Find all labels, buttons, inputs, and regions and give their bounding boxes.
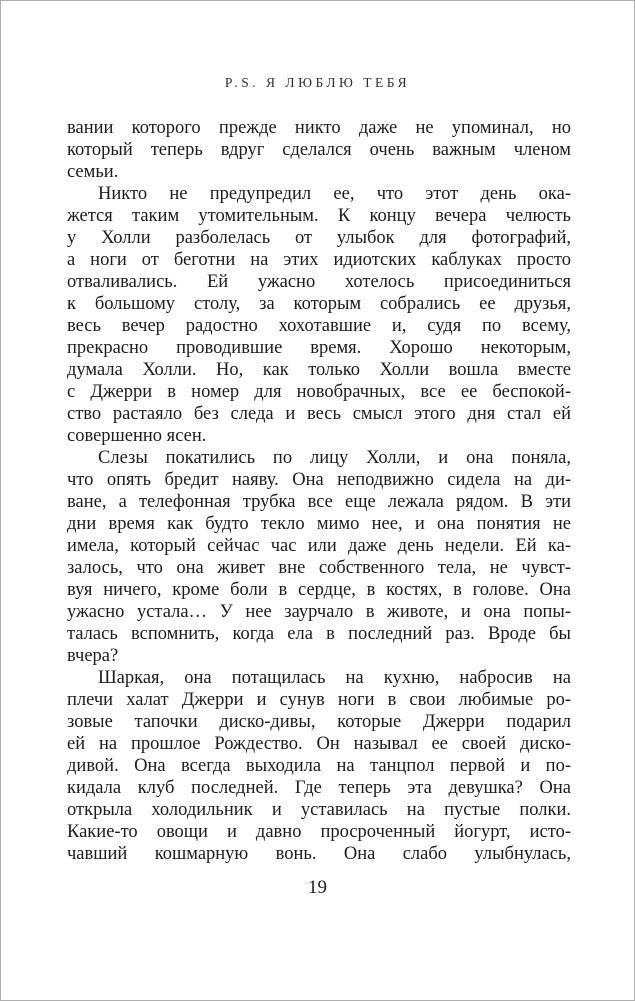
text-line: что опять бредит наяву. Она неподвижно сидела на ди-: [67, 470, 571, 490]
text-line: залось, что она живет вне собственного тела, не чувст-: [67, 558, 571, 578]
text-line: имела, который сейчас час или даже день недели. Ей ка-: [67, 536, 571, 556]
text-line: Какие-то овощи и давно просроченный йогурт, исто-: [67, 822, 571, 842]
text-line: ване, а телефонная трубка все еще лежала рядом. В эти: [67, 492, 571, 512]
text-line: вании которого прежде никто даже не упоминал, но: [67, 118, 571, 138]
text-line: ей на прошлое Рождество. Он называл ее своей диско-: [67, 734, 571, 754]
paragraph: [67, 183, 571, 447]
text-line: прекрасно проводившие время. Хорошо некоторым,: [67, 338, 571, 358]
text-line: плечи халат Джерри и сунув ноги в свои любимые ро-: [67, 690, 571, 710]
text-line: совершенно ясен.: [67, 426, 207, 446]
running-head: P.S. Я ЛЮБЛЮ ТЕБЯ: [224, 75, 411, 90]
paragraph: [67, 117, 571, 183]
text-line: отваливались. Ей ужасно хотелось присоединиться: [67, 272, 571, 292]
text-line: открыла холодильник и уставилась на пустые полки.: [67, 800, 571, 820]
text-line: думала Холли. Но, как только Холли вошла вместе: [67, 360, 571, 380]
text-line: дни время как будто текло мимо нее, и она понятия не: [67, 514, 571, 534]
text-line: который теперь вдруг сделался очень важным членом: [67, 140, 571, 160]
text-line: к большому столу, за которым собрались ее друзья,: [67, 294, 571, 314]
text-line: зовые тапочки диско-дивы, которые Джерри подарил: [67, 712, 571, 732]
page-body: [67, 117, 571, 865]
text-line: вуя ничего, кроме боли в сердце, в костях, в голове. Она: [67, 580, 571, 600]
text-line: ство растаяло без следа и весь смысл этого дня стал ей: [67, 404, 571, 424]
text-line: жется таким утомительным. К концу вечера челюсть: [67, 206, 571, 226]
text-line: весь вечер радостно хохотавшие и, судя по всему,: [67, 316, 571, 336]
text-line: вчера?: [67, 646, 119, 666]
page-number: 19: [308, 877, 327, 898]
text-line: а ноги от беготни на этих идиотских каблуках просто: [67, 250, 571, 270]
text-line: чавший кошмарную вонь. Она слабо улыбнулась,: [67, 844, 571, 864]
text-line: у Холли разболелась от улыбок для фотографий,: [67, 228, 571, 248]
text-line: ужасно устала… У нее заурчало в животе, и она попы-: [67, 602, 571, 622]
text-line: дивой. Она всегда выходила на танцпол первой и по-: [67, 756, 571, 776]
text-line: Слезы покатились по лицу Холли, и она поняла,: [98, 448, 571, 468]
text-line: кидала клуб последней. Где теперь эта девушка? Она: [67, 778, 571, 798]
text-line: Никто не предупредил ее, что этот день ока-: [98, 184, 571, 204]
text-line: Шаркая, она потащилась на кухню, набросив на: [98, 668, 571, 688]
paragraph: [67, 447, 571, 667]
text-line: семьи.: [67, 162, 119, 182]
paragraph: [67, 667, 571, 865]
text-line: талась вспомнить, когда ела в последний раз. Вроде бы: [67, 624, 571, 644]
text-line: с Джерри в номер для новобрачных, все ее беспокой-: [67, 382, 571, 402]
